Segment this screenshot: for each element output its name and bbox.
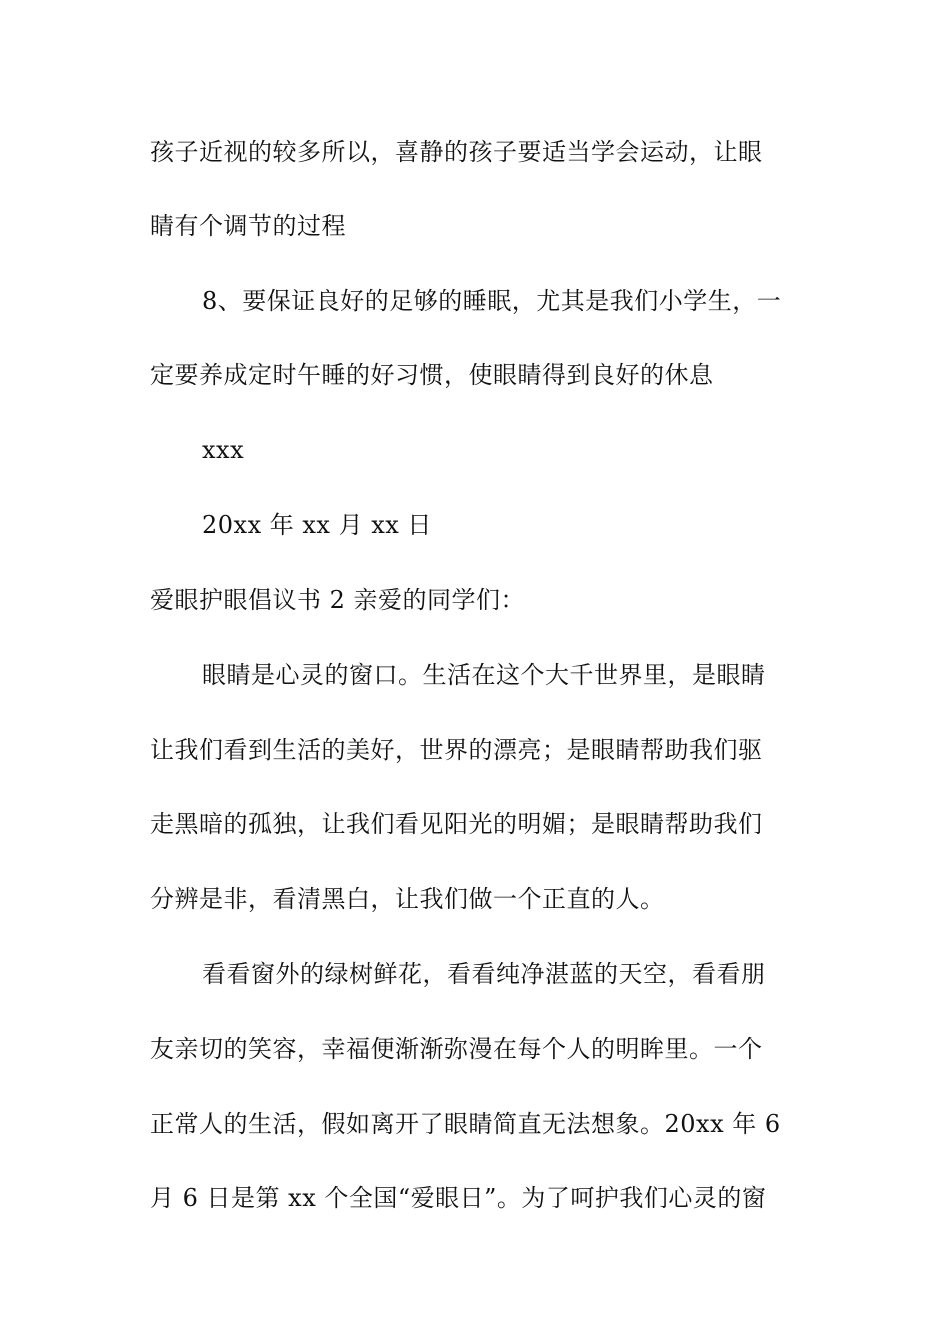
text-line: 正常人的生活，假如离开了眼睛简直无法想象。20xx 年 6 <box>150 1110 781 1138</box>
text-line: 月 6 日是第 xx 个全国“爱眼日”。为了呵护我们心灵的窗 <box>150 1184 767 1212</box>
text-line: 走黑暗的孤独，让我们看见阳光的明媚；是眼睛帮助我们 <box>150 810 763 838</box>
text-line: 睛有个调节的过程 <box>150 212 346 240</box>
text-line: 让我们看到生活的美好，世界的漂亮；是眼睛帮助我们驱 <box>150 736 763 764</box>
paragraph-start: 看看窗外的绿树鲜花，看看纯净湛蓝的天空，看看朋 <box>202 960 766 988</box>
signature-date: 20xx 年 xx 月 xx 日 <box>202 511 432 539</box>
signature-name: xxx <box>202 436 245 464</box>
paragraph-start: 眼睛是心灵的窗口。生活在这个大千世界里，是眼睛 <box>202 661 766 689</box>
text-line: 友亲切的笑容，幸福便渐渐弥漫在每个人的明眸里。一个 <box>150 1035 763 1063</box>
text-line: 孩子近视的较多所以，喜静的孩子要适当学会运动，让眼 <box>150 138 763 166</box>
text-line: 分辨是非，看清黑白，让我们做一个正直的人。 <box>150 885 665 913</box>
paragraph-item-8: 8、要保证良好的足够的睡眠，尤其是我们小学生，一 <box>202 287 782 315</box>
section-heading: 爱眼护眼倡议书 2 亲爱的同学们： <box>150 586 526 614</box>
text-line: 定要养成定时午睡的好习惯，使眼睛得到良好的休息 <box>150 361 714 389</box>
